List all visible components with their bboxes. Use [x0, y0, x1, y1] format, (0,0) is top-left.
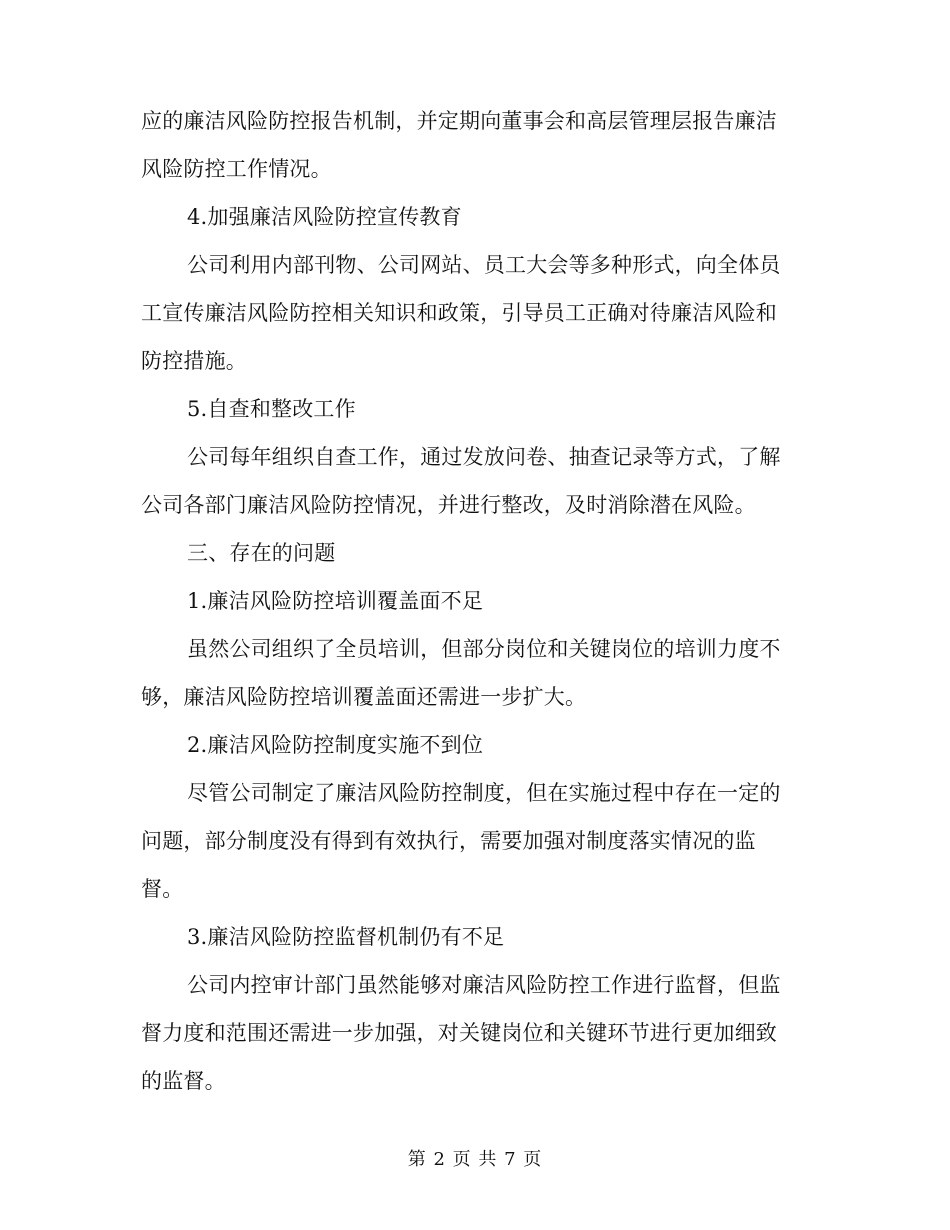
section-heading: 2.廉洁风险防控制度实施不到位	[187, 733, 484, 757]
paragraph-line: 防控措施。	[141, 349, 247, 373]
paragraph-line: 督力度和范围还需进一步加强，对关键岗位和关键环节进行更加细致	[141, 1021, 777, 1045]
paragraph-line: 应的廉洁风险防控报告机制，并定期向董事会和高层管理层报告廉洁	[141, 109, 777, 133]
paragraph-line: 公司内控审计部门虽然能够对廉洁风险防控工作进行监督，但监	[187, 973, 781, 997]
paragraph-line: 风险防控工作情况。	[141, 157, 332, 181]
document-body	[141, 97, 801, 1105]
paragraph-line: 尽管公司制定了廉洁风险防控制度，但在实施过程中存在一定的	[187, 781, 781, 805]
page-number-footer: 第 2 页 共 7 页	[407, 1149, 543, 1170]
paragraph-line: 工宣传廉洁风险防控相关知识和政策，引导员工正确对待廉洁风险和	[141, 301, 777, 325]
paragraph-line: 够，廉洁风险防控培训覆盖面还需进一步扩大。	[141, 685, 587, 709]
section-heading: 4.加强廉洁风险防控宣传教育	[187, 205, 462, 229]
paragraph-line: 公司利用内部刊物、公司网站、员工大会等多种形式，向全体员	[187, 253, 781, 277]
chapter-heading: 三、存在的问题	[187, 541, 336, 565]
section-heading: 3.廉洁风险防控监督机制仍有不足	[187, 925, 505, 949]
paragraph-line: 督。	[141, 877, 184, 901]
paragraph-line: 的监督。	[141, 1069, 226, 1093]
paragraph-line: 公司每年组织自查工作，通过发放问卷、抽查记录等方式，了解	[187, 445, 781, 469]
paragraph-line: 虽然公司组织了全员培训，但部分岗位和关键岗位的培训力度不	[187, 637, 781, 661]
paragraph-line: 问题，部分制度没有得到有效执行，需要加强对制度落实情况的监	[141, 829, 756, 853]
paragraph-line: 公司各部门廉洁风险防控情况，并进行整改，及时消除潜在风险。	[141, 493, 756, 517]
section-heading: 5.自查和整改工作	[187, 397, 356, 421]
section-heading: 1.廉洁风险防控培训覆盖面不足	[187, 589, 484, 613]
